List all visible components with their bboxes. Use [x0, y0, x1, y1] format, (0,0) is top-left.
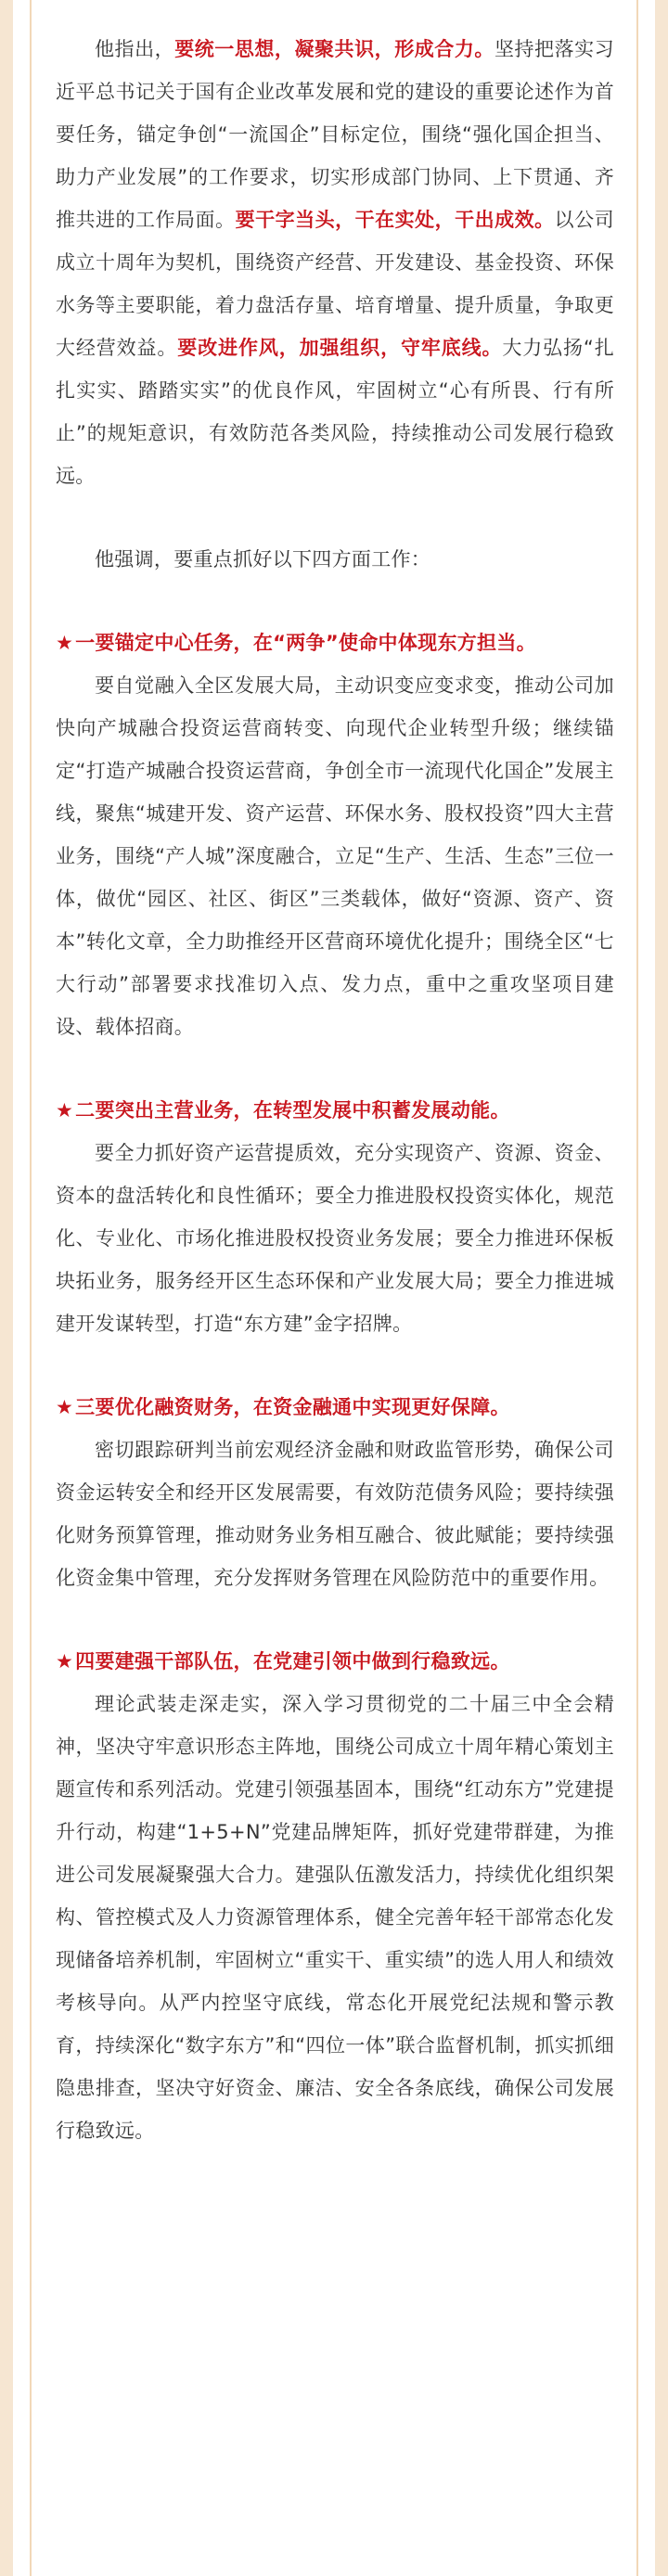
paragraph-text: 坚持把落实习近平总书记关于国有企业改革发展和党的建设的重要论述作为首要任务，锚定争创“一流国企”目标定位，围绕“强化国企担当、助力产业发展”的工作要求，切实形成部门协同、上下贯通、齐推共进的工作局面。	[56, 38, 614, 231]
highlight-text: 要干字当头，干在实处，干出成效。	[235, 209, 555, 231]
section-heading: ★三要优化融资财务，在资金融通中实现更好保障。	[56, 1396, 510, 1418]
star-icon: ★	[56, 1396, 74, 1418]
section-body: 理论武装走深走实，深入学习贯彻党的二十届三中全会精神，坚决守牢意识形态主阵地，围绕公司成立十周年精心策划主题宣传和系列活动。党建引领强基固本，围绕“红动东方”党建提升行动，构建“1+5+N”党建品牌矩阵，抓好党建带群建，为推进公司发展凝聚强大合力。建强队伍激发活力，持续优化组织架构、管控模式及人力资源管理体系，健全完善年轻干部常态化发现储备培养机制，牢固树立“重实干、重实绩”的选人用人和绩效考核导向。从严内控坚守底线，常态化开展党纪法规和警示教育，持续深化“数字东方”和“四位一体”联合监督机制，抓实抓细隐患排查，坚决守好资金、廉洁、安全各条底线，确保公司发展行稳致远。	[56, 1693, 614, 2142]
star-icon: ★	[56, 1099, 74, 1121]
section-body: 密切跟踪研判当前宏观经济金融和财政监管形势，确保公司资金运转安全和经开区发展需要，有效防范债务风险；要持续强化财务预算管理，推动财务业务相互融合、彼此赋能；要持续强化资金集中管理，充分发挥财务管理在风险防范中的重要作用。	[56, 1439, 614, 1589]
highlight-text: 要统一思想，凝聚共识，形成合力。	[174, 38, 495, 60]
section-heading: ★二要突出主营业务，在转型发展中积蓄发展动能。	[56, 1099, 510, 1121]
left-border-line	[30, 0, 32, 2576]
star-icon: ★	[56, 1650, 74, 1672]
emphasis-paragraph: 他强调，要重点抓好以下四方面工作：	[95, 548, 431, 570]
section-heading: ★一要锚定中心任务，在“两争”使命中体现东方担当。	[56, 632, 536, 654]
section-body: 要全力抓好资产运营提质效，充分实现资产、资源、资金、资本的盘活转化和良性循环；要全力推进股权投资实体化，规范化、专业化、市场化推进股权投资业务发展；要全力推进环保板块拓业务，服务经开区生态环保和产业发展大局；要全力推进城建开发谋转型，打造“东方建”金字招牌。	[56, 1142, 614, 1335]
star-icon: ★	[56, 632, 74, 654]
paragraph-text: 大力弘扬“扎扎实实、踏踏实实”的优良作风，牢固树立“心有所畏、行有所止”的规矩意识，有效防范各类风险，持续推动公司发展行稳致远。	[56, 337, 614, 487]
paragraph-text: 他指出，	[95, 38, 175, 60]
paragraph-text: 以公司成立十周年为契机，围绕资产经营、开发建设、基金投资、环保水务等主要职能，着力盘活存量、培育增量、提升质量，争取更大经营效益。	[56, 209, 614, 359]
section-heading: ★四要建强干部队伍，在党建引领中做到行稳致远。	[56, 1650, 510, 1672]
section-body: 要自觉融入全区发展大局，主动识变应变求变，推动公司加快向产城融合投资运营商转变、向现代企业转型升级；继续锚定“打造产城融合投资运营商，争创全市一流现代化国企”发展主线，聚焦“城建开发、资产运营、环保水务、股权投资”四大主营业务，围绕“产人城”深度融合，立足“生产、生活、生态”三位一体，做优“园区、社区、街区”三类载体，做好“资源、资产、资本”转化文章，全力助推经开区营商环境优化提升；围绕全区“七大行动”部署要求找准切入点、发力点，重中之重攻坚项目建设、载体招商。	[56, 674, 614, 1038]
intro-paragraph	[56, 28, 614, 497]
article-content	[56, 28, 614, 2152]
highlight-text: 要改进作风，加强组织，守牢底线。	[177, 337, 503, 359]
right-border-line	[636, 0, 638, 2576]
